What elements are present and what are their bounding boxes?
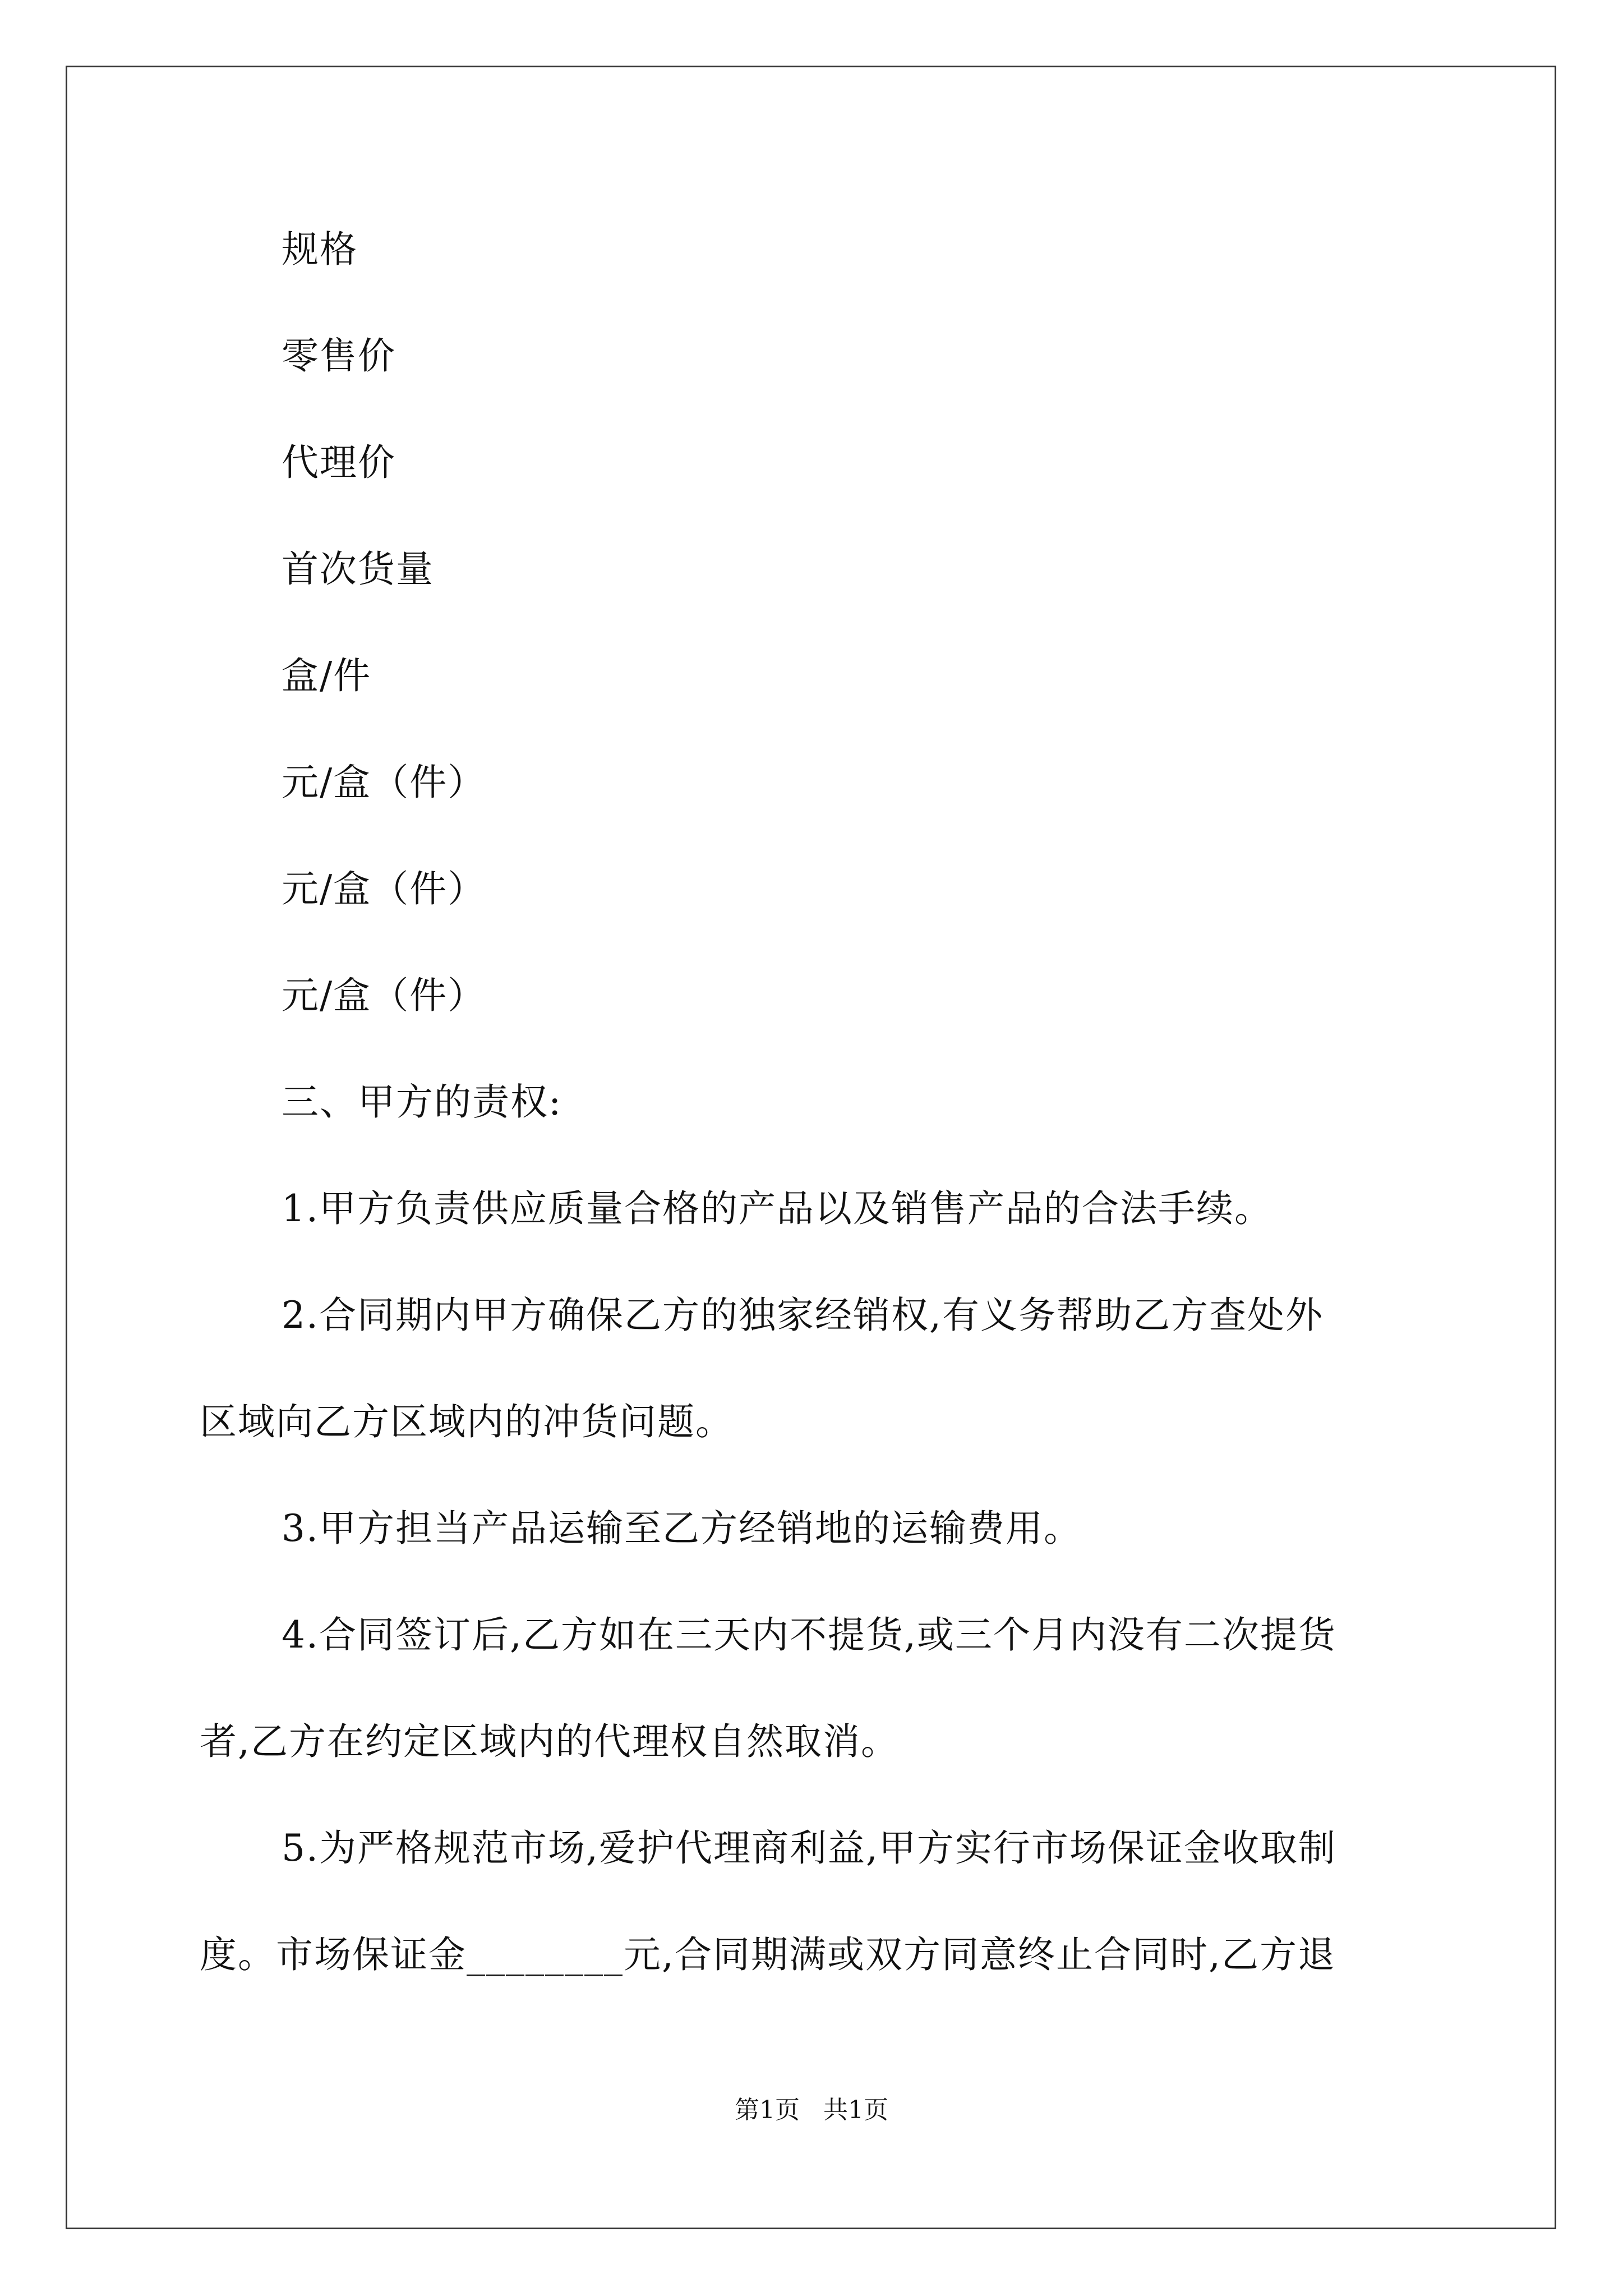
- text-line-first-quantity: 首次货量: [282, 547, 434, 591]
- section-heading-party-a-duties: 三、甲方的责权:: [282, 1080, 562, 1124]
- page-frame: [66, 66, 1556, 2229]
- clause-4-line-2: 者,乙方在约定区域内的代理权自然取消。: [200, 1720, 899, 1763]
- clause-5-line-2: 度。市场保证金________元,合同期满或双方同意终止合同时,乙方退: [200, 1933, 1336, 1976]
- clause-4-line-1: 4.合同签订后,乙方如在三天内不提货,或三个月内没有二次提货: [282, 1613, 1336, 1657]
- clause-2-line-2: 区域向乙方区域内的冲货问题。: [200, 1400, 734, 1443]
- text-line-retail-price: 零售价: [282, 334, 396, 378]
- text-line-spec: 规格: [282, 228, 358, 271]
- text-line-price-unit-1: 元/盒（件）: [282, 761, 486, 804]
- page-number: 第1页: [735, 2096, 800, 2124]
- page-total: 共1页: [823, 2096, 888, 2124]
- clause-2-line-1: 2.合同期内甲方确保乙方的独家经销权,有义务帮助乙方查处外: [282, 1294, 1324, 1337]
- text-line-box-unit: 盒/件: [282, 654, 372, 697]
- text-line-price-unit-3: 元/盒（件）: [282, 974, 486, 1017]
- text-line-price-unit-2: 元/盒（件）: [282, 867, 486, 910]
- page-footer: [0, 2093, 1623, 2127]
- clause-1: 1.甲方负责供应质量合格的产品以及销售产品的合法手续。: [282, 1187, 1272, 1230]
- clause-3: 3.甲方担当产品运输至乙方经销地的运输费用。: [282, 1507, 1082, 1550]
- text-line-agent-price: 代理价: [282, 441, 396, 484]
- clause-5-line-1: 5.为严格规范市场,爱护代理商利益,甲方实行市场保证金收取制: [282, 1826, 1336, 1870]
